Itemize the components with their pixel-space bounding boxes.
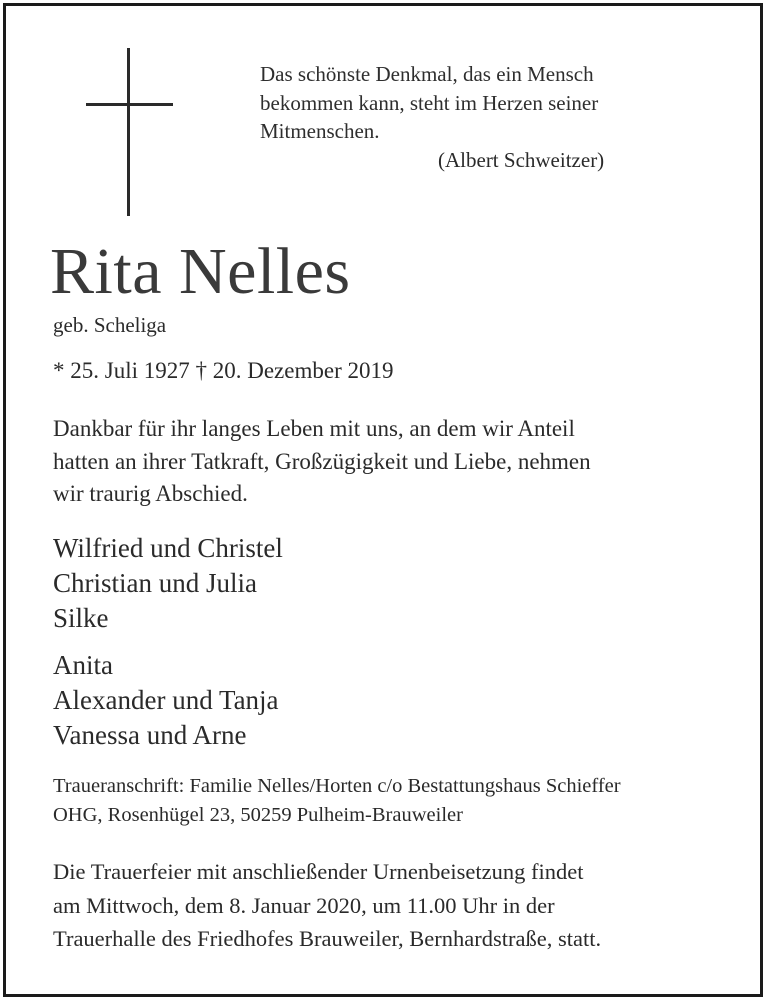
memorial-quote <box>260 60 690 146</box>
quote-line: Mitmenschen. <box>260 119 380 143</box>
quote-author: (Albert Schweitzer) <box>438 148 605 172</box>
address-line: OHG, Rosenhügel 23, 50259 Pulheim-Brauweiler <box>53 804 463 826</box>
message-line: hatten an ihrer Tatkraft, Großzügigkeit und Liebe, nehmen <box>53 448 591 474</box>
funeral-ceremony-notice <box>53 855 601 956</box>
quote-line: bekommen kann, steht im Herzen seiner <box>260 90 599 115</box>
life-dates: * 25. Juli 1927 † 20. Dezember 2019 <box>53 358 394 383</box>
maiden-name: geb. Scheliga <box>53 313 167 337</box>
ceremony-line: am Mittwoch, dem 8. Januar 2020, um 11.00 Uhr in der <box>53 892 555 918</box>
cross-vertical-bar <box>127 48 130 216</box>
ceremony-line: Die Trauerfeier mit anschließender Urnenbeisetzung findet <box>53 859 584 884</box>
farewell-message <box>53 413 591 511</box>
mourner-name: Anita <box>53 650 113 680</box>
ceremony-line: Trauerhalle des Friedhofes Brauweiler, Bernhardstraße, statt. <box>53 926 602 951</box>
mourner-name: Silke <box>53 603 109 633</box>
message-line: Dankbar für ihr langes Leben mit uns, an dem wir Anteil <box>53 416 575 441</box>
mourners-group-1 <box>53 531 283 636</box>
address-line: Traueranschrift: Familie Nelles/Horten c/o Bestattungshaus Schieffer <box>53 775 621 797</box>
mourner-name: Christian und Julia <box>53 568 257 598</box>
message-line: wir traurig Abschied. <box>53 481 248 506</box>
mourners-group-2 <box>53 648 279 753</box>
mourner-name: Wilfried und Christel <box>53 533 283 563</box>
quote-line: Das schönste Denkmal, das ein Mensch <box>260 62 594 86</box>
mourner-name: Vanessa und Arne <box>53 720 247 750</box>
deceased-name: Rita Nelles <box>50 235 351 308</box>
mourner-name: Alexander und Tanja <box>53 685 279 715</box>
cross-horizontal-bar <box>86 103 173 106</box>
condolence-address <box>53 772 621 830</box>
